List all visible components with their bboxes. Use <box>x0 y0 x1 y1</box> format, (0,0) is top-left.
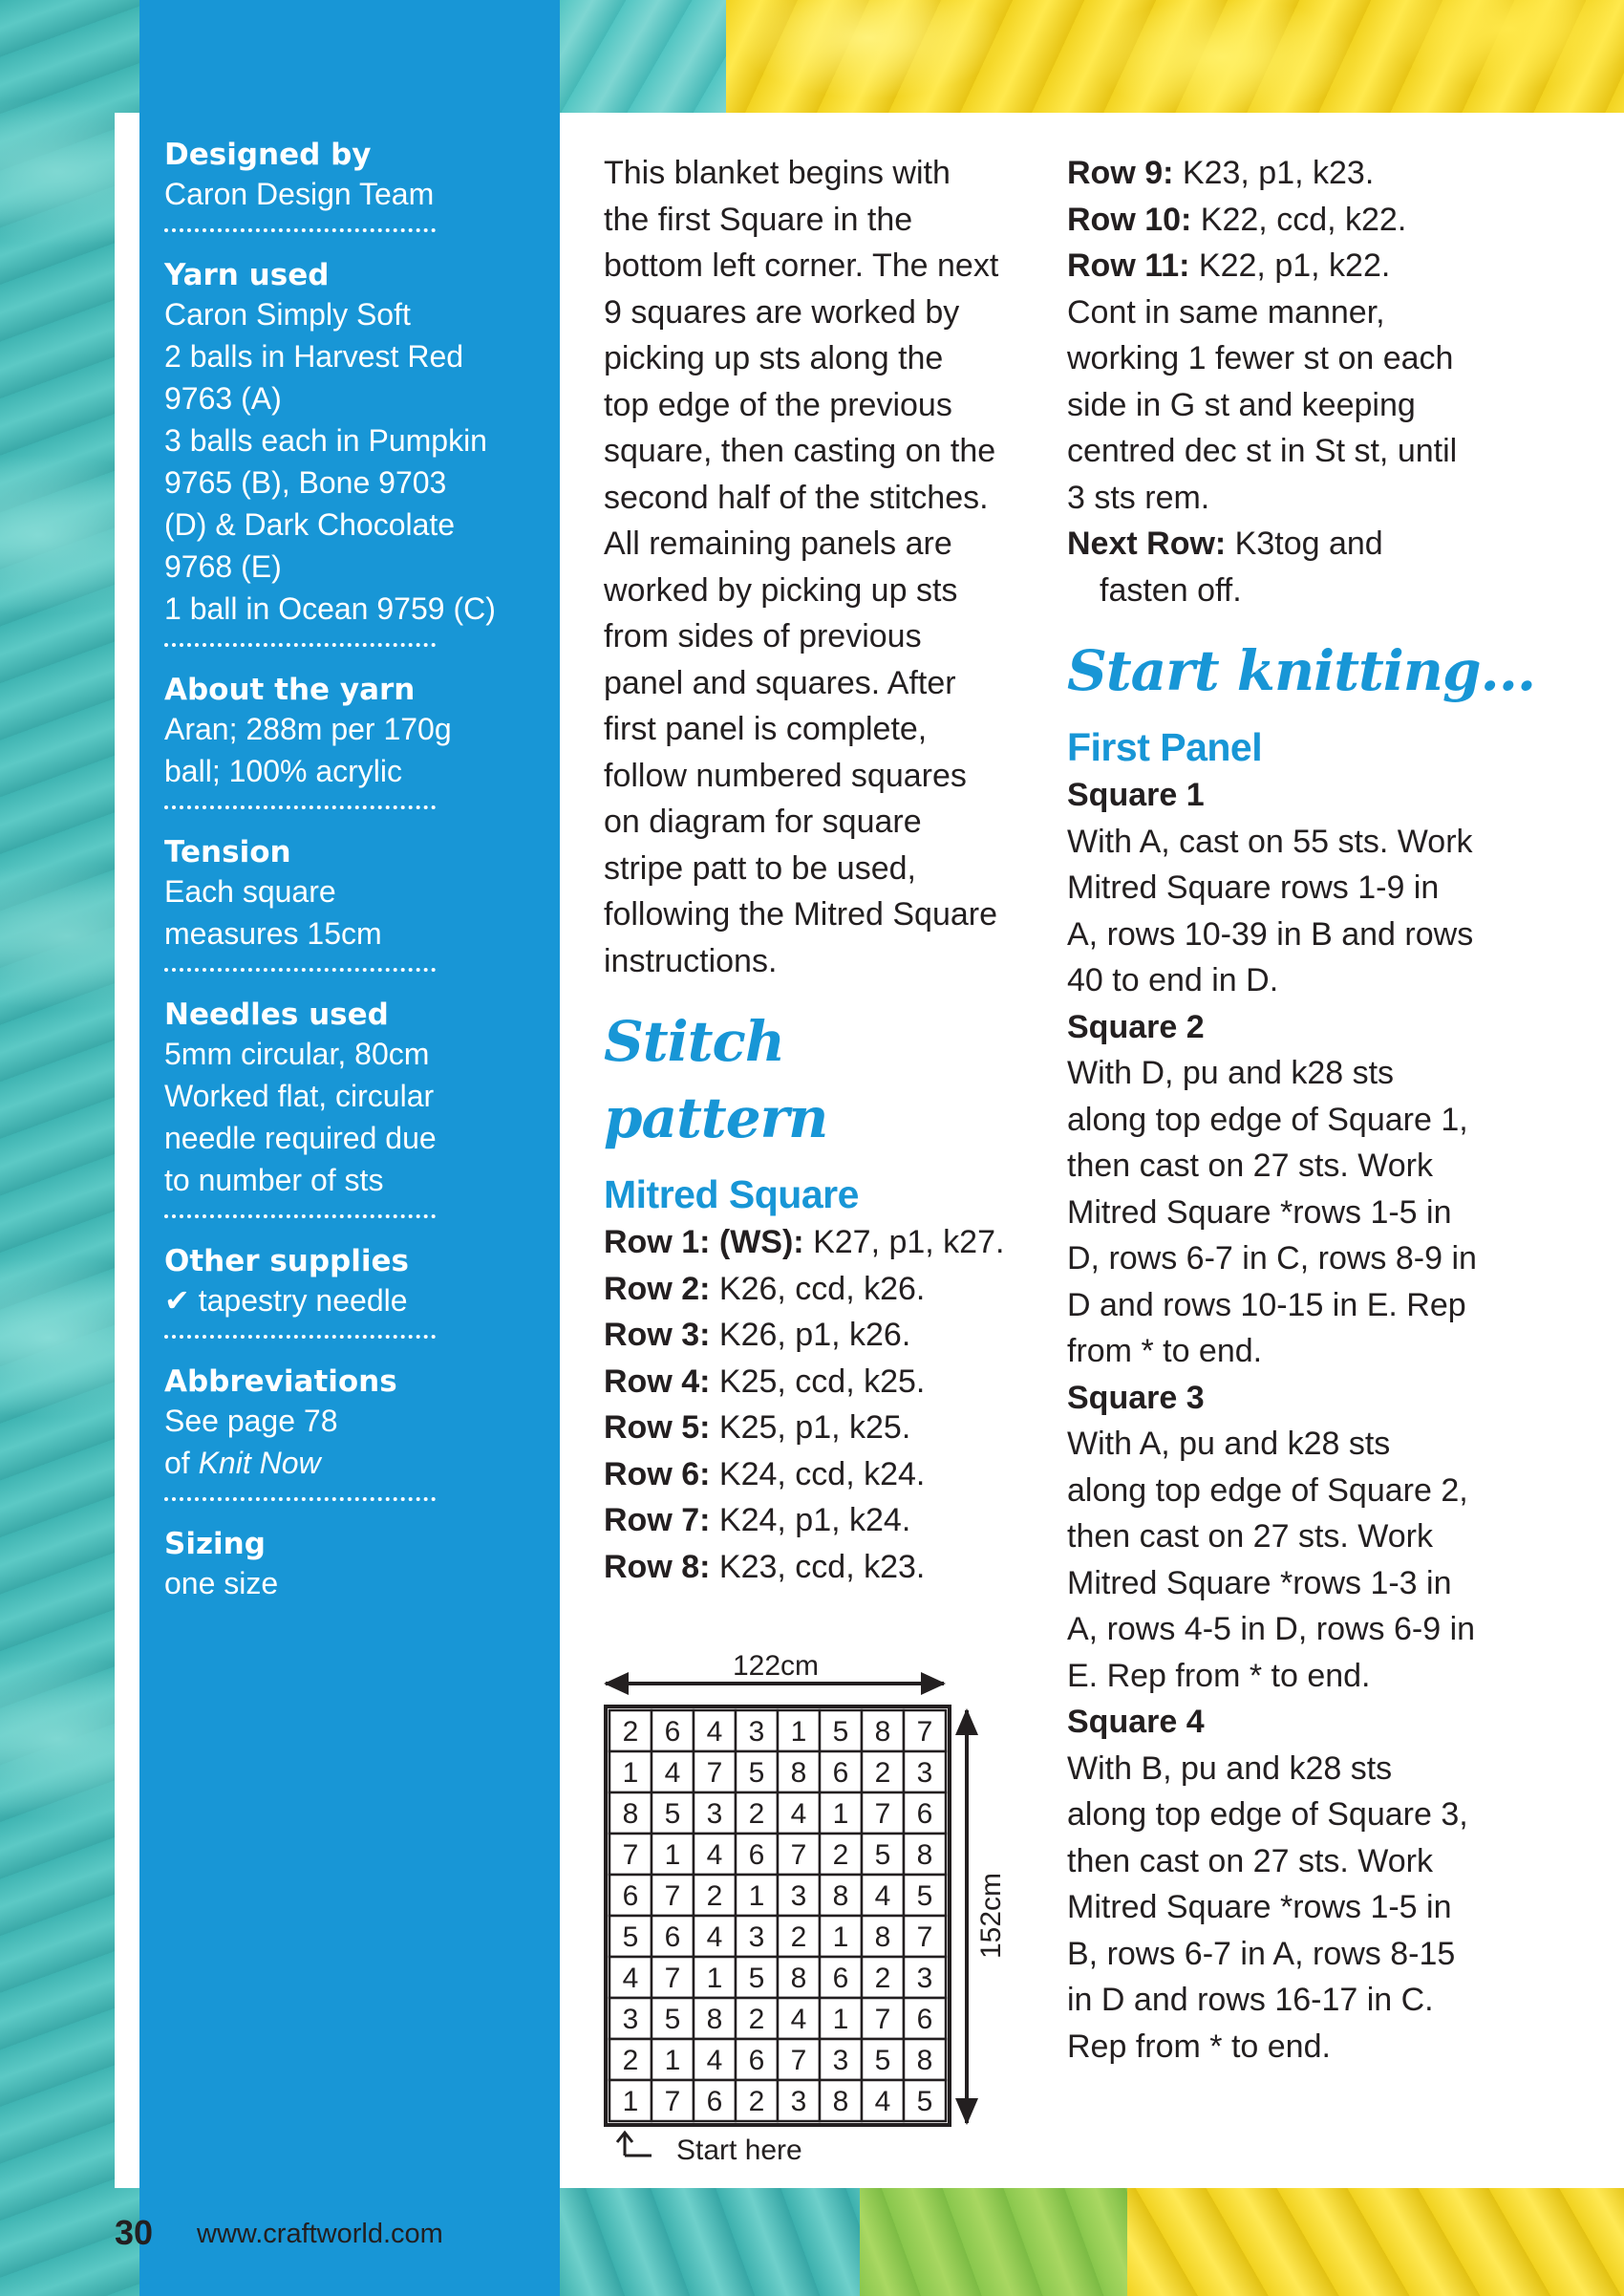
square-instruction-line: in D and rows 16-17 in C. <box>1067 1982 1434 2018</box>
grid-cell-number: 1 <box>664 1839 681 1871</box>
yarn-photo-bottom-yellow <box>1127 2188 1624 2296</box>
sidebar-heading: Sizing <box>164 1527 266 1561</box>
grid-cell-number: 8 <box>874 1921 891 1953</box>
sidebar-section <box>164 672 546 792</box>
sidebar-heading: Yarn used <box>164 258 330 292</box>
square-instruction-line: A, rows 10-39 in B and rows <box>1067 915 1474 953</box>
height-label: 152cm <box>975 1872 1007 1960</box>
grid-cell-number: 3 <box>622 2004 639 2035</box>
grid-cell-number: 2 <box>748 1798 765 1830</box>
sidebar-heading: Designed by <box>164 138 372 172</box>
grid-cell-number: 8 <box>706 2004 723 2035</box>
sidebar-text: 9765 (B), Bone 9703 <box>164 465 447 500</box>
stitch-pattern-rows <box>604 1219 1024 1590</box>
grid-cell-number: 5 <box>622 1921 639 1953</box>
height-arrow-bottom-icon <box>955 2098 978 2125</box>
sidebar-text: Caron Design Team <box>164 177 435 211</box>
row-instructions: K22, ccd, k22. <box>1191 201 1407 238</box>
instruction-line: working 1 fewer st on each <box>1067 340 1454 376</box>
page-number: 30 <box>115 2213 154 2252</box>
sidebar-text: ✔ tapestry needle <box>164 1283 408 1318</box>
next-row-line <box>1067 521 1602 568</box>
grid-cell-number: 6 <box>706 2086 723 2117</box>
square-instruction-line: With A, pu and k28 sts <box>1067 1426 1391 1462</box>
grid-cell-number: 4 <box>706 2045 723 2076</box>
grid-cell-number: 5 <box>748 1963 765 1994</box>
width-arrow-right-icon <box>921 1672 946 1695</box>
square-grid <box>606 1706 950 2125</box>
sidebar-text: 9763 (A) <box>164 381 282 416</box>
grid-cell-number: 3 <box>706 1798 723 1830</box>
sidebar-text: 5mm circular, 80cm <box>164 1037 430 1071</box>
pattern-row <box>604 1451 1024 1498</box>
sidebar-text: to number of sts <box>164 1163 384 1197</box>
grid-cell-number: 7 <box>664 2086 681 2117</box>
sidebar-text: 3 balls each in Pumpkin <box>164 423 487 458</box>
sidebar-text: Worked flat, circular <box>164 1079 435 1113</box>
row-instructions: K26, p1, k26. <box>710 1317 911 1353</box>
square-instruction-line: With D, pu and k28 sts <box>1067 1055 1395 1091</box>
sidebar-text: measures 15cm <box>164 916 382 951</box>
grid-cell-number: 1 <box>832 1798 849 1830</box>
intro-line: following the Mitred Square <box>604 896 998 933</box>
magazine-title: Knit Now <box>198 1446 321 1480</box>
row-instructions: K23, ccd, k23. <box>710 1548 926 1585</box>
start-arrow-icon <box>617 2133 652 2156</box>
stitch-pattern-heading: Stitch pattern <box>604 1009 828 1150</box>
square-instruction-line: along top edge of Square 3, <box>1067 1796 1468 1833</box>
row-instructions: K22, p1, k22. <box>1189 247 1391 284</box>
row-label: Row 9: <box>1067 155 1174 191</box>
grid-cell-number: 1 <box>706 1963 723 1994</box>
grid-cell-number: 6 <box>748 2045 765 2076</box>
grid-cell-number: 3 <box>748 1716 765 1748</box>
grid-cell-number: 5 <box>916 2086 933 2117</box>
grid-cell-number: 7 <box>790 2045 807 2076</box>
intro-line: the first Square in the <box>604 201 913 238</box>
grid-cell-number: 5 <box>832 1716 849 1748</box>
grid-cell-number: 2 <box>748 2086 765 2117</box>
grid-cell-number: 2 <box>874 1757 891 1789</box>
continue-instructions <box>1067 290 1602 522</box>
pattern-row <box>1067 197 1602 244</box>
sidebar-heading: Abbreviations <box>164 1364 397 1399</box>
pattern-row <box>604 1405 1024 1451</box>
pattern-row <box>604 1266 1024 1313</box>
grid-cell-number: 8 <box>832 2086 849 2117</box>
grid-cell-number: 4 <box>790 2004 807 2035</box>
grid-cell-number: 2 <box>790 1921 807 1953</box>
grid-cell-number: 7 <box>916 1921 933 1953</box>
square-instruction-line: Mitred Square rows 1-9 in <box>1067 869 1440 906</box>
grid-cell-number: 1 <box>748 1880 765 1912</box>
square-instruction-line: With B, pu and k28 sts <box>1067 1749 1393 1787</box>
pattern-row <box>604 1219 1024 1266</box>
grid-cell-number: 3 <box>790 2086 807 2117</box>
dotted-divider <box>164 1335 436 1339</box>
grid-cell-number: 1 <box>664 2045 681 2076</box>
sidebar-text: (D) & Dark Chocolate <box>164 507 456 542</box>
grid-cell-number: 8 <box>916 1839 933 1871</box>
square-instruction-line: then cast on 27 sts. Work <box>1067 1842 1433 1879</box>
intro-line: stripe patt to be used, <box>604 849 916 887</box>
instruction-line: 3 sts rem. <box>1067 479 1210 516</box>
first-panel-heading: First Panel <box>1067 725 1263 769</box>
grid-cell-number: 6 <box>622 1880 639 1912</box>
pattern-row <box>604 1497 1024 1544</box>
grid-cell-number: 4 <box>874 1880 891 1912</box>
grid-cell-number: 3 <box>790 1880 807 1912</box>
intro-line: follow numbered squares <box>604 757 967 794</box>
grid-cell-number: 2 <box>622 2045 639 2076</box>
row-label: Row 11: <box>1067 247 1190 284</box>
sidebar-heading: About the yarn <box>164 673 416 707</box>
grid-cell-number: 1 <box>790 1716 807 1748</box>
grid-cell-number: 1 <box>832 2004 849 2035</box>
sidebar-text: 2 balls in Harvest Red <box>164 339 464 374</box>
height-arrow-top-icon <box>955 1708 978 1735</box>
sidebar-section <box>164 1363 546 1484</box>
grid-cell-number: 7 <box>664 1963 681 1994</box>
intro-line: 9 squares are worked by <box>604 293 960 331</box>
sidebar-heading: Other supplies <box>164 1244 409 1278</box>
grid-cell-number: 7 <box>790 1839 807 1871</box>
intro-line: All remaining panels are <box>604 526 952 562</box>
grid-cell-number: 8 <box>622 1798 639 1830</box>
square-instructions <box>1067 772 1602 2070</box>
row-label: Row 10: <box>1067 201 1192 238</box>
grid-cell-number: 4 <box>874 2086 891 2117</box>
sidebar-section <box>164 257 546 630</box>
grid-cell-number: 7 <box>706 1757 723 1789</box>
row-label: Row 8: <box>604 1548 711 1585</box>
sidebar-text-prefix: of <box>164 1446 199 1480</box>
width-arrow-left-icon <box>604 1672 629 1695</box>
sidebar-heading: Tension <box>164 835 291 869</box>
pattern-row <box>1067 150 1602 197</box>
grid-cell-number: 6 <box>664 1716 681 1748</box>
start-knitting-heading: Start knitting... <box>1067 638 1536 703</box>
intro-line: worked by picking up sts <box>604 571 958 609</box>
grid-cell-number: 6 <box>916 1798 933 1830</box>
grid-cell-number: 6 <box>664 1921 681 1953</box>
square-instruction-line: along top edge of Square 2, <box>1067 1471 1468 1509</box>
row-instructions: K25, ccd, k25. <box>710 1363 926 1400</box>
intro-line: This blanket begins with <box>604 155 951 191</box>
sidebar-section <box>164 137 546 215</box>
grid-cell-number: 1 <box>622 2086 639 2117</box>
row-label: Row 7: <box>604 1502 711 1538</box>
intro-line: square, then casting on the <box>604 433 996 469</box>
square-title: Square 2 <box>1067 1008 1205 1045</box>
grid-cell-number: 5 <box>664 1798 681 1830</box>
sidebar-section <box>164 834 546 955</box>
grid-cell-number: 7 <box>874 2004 891 2035</box>
grid-cell-number: 5 <box>664 2004 681 2035</box>
intro-line: panel and squares. After <box>604 664 956 701</box>
sidebar-heading: Needles used <box>164 998 389 1032</box>
square-instruction-line: then cast on 27 sts. Work <box>1067 1518 1433 1555</box>
grid-cell-number: 3 <box>916 1757 933 1789</box>
grid-cell-number: 8 <box>832 1880 849 1912</box>
row-instructions: K27, p1, k27. <box>803 1224 1005 1260</box>
intro-line: picking up sts along the <box>604 340 944 376</box>
grid-cell-number: 4 <box>706 1839 723 1871</box>
grid-cell-number: 7 <box>664 1880 681 1912</box>
square-instruction-line: then cast on 27 sts. Work <box>1067 1148 1433 1184</box>
sidebar-section <box>164 1526 546 1604</box>
grid-cell-number: 6 <box>916 2004 933 2035</box>
row-label: Row 6: <box>604 1455 711 1492</box>
grid-cell-number: 2 <box>874 1963 891 1994</box>
footer-url: www.craftworld.com <box>197 2219 443 2249</box>
intro-line: instructions. <box>604 942 778 979</box>
sidebar-section <box>164 1243 546 1321</box>
sidebar-text: 1 ball in Ocean 9759 (C) <box>164 591 496 626</box>
grid-cell-number: 6 <box>832 1757 849 1789</box>
row-label: Row 2: <box>604 1270 711 1307</box>
pattern-row <box>604 1544 1024 1591</box>
row-label: Row 3: <box>604 1317 711 1353</box>
sidebar-text <box>164 1442 546 1484</box>
right-column <box>1067 150 1602 2070</box>
instruction-line: centred dec st in St st, until <box>1067 433 1458 469</box>
square-instruction-line: With A, cast on 55 sts. Work <box>1067 823 1473 860</box>
grid-cell-number: 5 <box>874 2045 891 2076</box>
square-instruction-line: B, rows 6-7 in A, rows 8-15 <box>1067 1935 1456 1972</box>
grid-cell-number: 6 <box>832 1963 849 1994</box>
instruction-line: Cont in same manner, <box>1067 293 1385 331</box>
grid-cell-number: 3 <box>748 1921 765 1953</box>
width-label: 122cm <box>732 1650 820 1682</box>
dotted-divider <box>164 228 436 232</box>
sidebar-text: one size <box>164 1566 279 1600</box>
sidebar-text: Caron Simply Soft <box>164 297 411 332</box>
pattern-info-sidebar <box>164 137 546 1604</box>
mitred-square-heading: Mitred Square <box>604 1172 859 1216</box>
grid-cell-number: 4 <box>706 1921 723 1953</box>
grid-cell-number: 5 <box>874 1839 891 1871</box>
sidebar-text: needle required due <box>164 1121 437 1155</box>
grid-cell-number: 3 <box>832 2045 849 2076</box>
intro-line: on diagram for square <box>604 804 922 840</box>
intro-text <box>604 150 1024 984</box>
start-here-label: Start here <box>676 2135 802 2166</box>
square-instruction-line: 40 to end in D. <box>1067 962 1279 998</box>
grid-cell-number: 7 <box>916 1716 933 1748</box>
dotted-divider <box>164 1497 436 1501</box>
square-instruction-line: Rep from * to end. <box>1067 2028 1331 2065</box>
dotted-divider <box>164 1214 436 1218</box>
intro-line: second half of the stitches. <box>604 479 989 516</box>
grid-cell-number: 4 <box>622 1963 639 1994</box>
sidebar-text: Aran; 288m per 170g <box>164 712 452 746</box>
next-row-text: K3tog and <box>1226 526 1383 562</box>
grid-cell-number: 8 <box>790 1963 807 1994</box>
intro-line: first panel is complete, <box>604 711 928 747</box>
dotted-divider <box>164 968 436 972</box>
sidebar-text: Each square <box>164 874 336 909</box>
next-row-label: Next Row: <box>1067 526 1227 562</box>
instruction-line: side in G st and keeping <box>1067 386 1416 423</box>
square-instruction-line: Mitred Square *rows 1-5 in <box>1067 1889 1452 1925</box>
yarn-photo-bottom-green <box>860 2188 1146 2296</box>
page-margin-strip <box>115 113 139 2188</box>
grid-cell-number: 4 <box>706 1716 723 1748</box>
square-title: Square 1 <box>1067 777 1205 813</box>
sidebar-text: See page 78 <box>164 1404 338 1438</box>
pattern-row <box>604 1312 1024 1359</box>
pattern-row <box>1067 243 1602 290</box>
grid-cell-number: 1 <box>832 1921 849 1953</box>
pattern-rows-continued <box>1067 150 1602 290</box>
square-instruction-line: E. Rep from * to end. <box>1067 1657 1371 1694</box>
dotted-divider <box>164 643 436 647</box>
grid-cell-number: 8 <box>874 1716 891 1748</box>
grid-cell-number: 3 <box>916 1963 933 1994</box>
grid-cell-number: 4 <box>790 1798 807 1830</box>
square-instruction-line: Mitred Square *rows 1-3 in <box>1067 1564 1452 1601</box>
square-instruction-line: from * to end. <box>1067 1333 1263 1369</box>
grid-cell-number: 5 <box>916 1880 933 1912</box>
grid-cell-number: 7 <box>874 1798 891 1830</box>
square-instruction-line: Mitred Square *rows 1-5 in <box>1067 1193 1452 1231</box>
square-title: Square 3 <box>1067 1379 1205 1416</box>
square-instruction-line: D and rows 10-15 in E. Rep <box>1067 1286 1466 1323</box>
grid-cell-number: 4 <box>664 1757 681 1789</box>
sidebar-text: ball; 100% acrylic <box>164 754 402 788</box>
row-instructions: K24, ccd, k24. <box>710 1455 926 1492</box>
dotted-divider <box>164 805 436 809</box>
intro-column <box>604 150 1024 1590</box>
row-label: Row 1: (WS): <box>604 1224 804 1260</box>
next-row-continued: fasten off. <box>1100 571 1242 609</box>
grid-cell-number: 6 <box>748 1839 765 1871</box>
row-label: Row 4: <box>604 1363 711 1400</box>
square-title: Square 4 <box>1067 1704 1205 1740</box>
grid-cell-number: 2 <box>706 1880 723 1912</box>
yarn-photo-top-yellow <box>726 0 1624 115</box>
grid-cell-number: 2 <box>832 1839 849 1871</box>
pattern-row <box>604 1359 1024 1405</box>
square-instruction-line: D, rows 6-7 in C, rows 8-9 in <box>1067 1240 1477 1277</box>
row-instructions: K25, p1, k25. <box>710 1409 911 1446</box>
grid-cell-number: 5 <box>748 1757 765 1789</box>
intro-line: from sides of previous <box>604 618 922 654</box>
row-instructions: K26, ccd, k26. <box>710 1270 926 1307</box>
grid-cell-number: 2 <box>748 2004 765 2035</box>
grid-cell-number: 7 <box>622 1839 639 1871</box>
grid-cell-number: 1 <box>622 1757 639 1789</box>
sidebar-section <box>164 997 546 1201</box>
grid-cell-number: 8 <box>916 2045 933 2076</box>
row-label: Row 5: <box>604 1409 711 1446</box>
grid-cell-number: 8 <box>790 1757 807 1789</box>
row-instructions: K23, p1, k23. <box>1173 155 1375 191</box>
row-instructions: K24, p1, k24. <box>710 1502 911 1538</box>
blanket-diagram <box>592 1643 1007 2178</box>
intro-line: top edge of the previous <box>604 386 952 423</box>
square-instruction-line: along top edge of Square 1, <box>1067 1101 1468 1138</box>
sidebar-text: 9768 (E) <box>164 549 282 584</box>
grid-cell-number: 2 <box>622 1716 639 1748</box>
intro-line: bottom left corner. The next <box>604 247 999 284</box>
square-instruction-line: A, rows 4-5 in D, rows 6-9 in <box>1067 1611 1476 1647</box>
